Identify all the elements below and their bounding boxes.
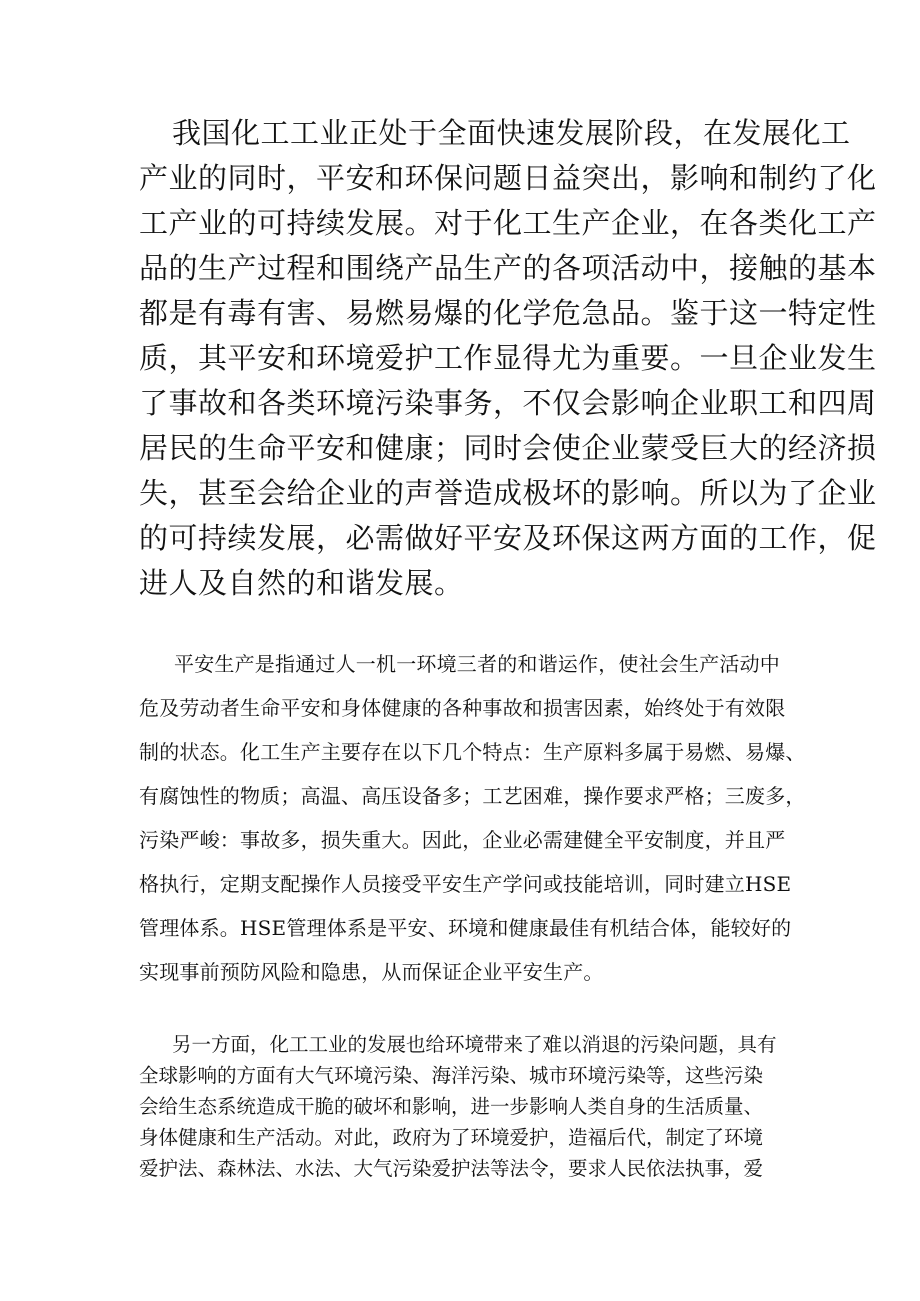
paragraph-1-line-10: 的可持续发展，必需做好平安及环保这两方面的工作，促 [139,521,877,555]
paragraph-2-line-1: 平安生产是指通过人一机一环境三者的和谐运作，使社会生产活动中 [174,652,780,676]
paragraph-1-line-3: 工产业的可持续发展。对于化工生产企业，在各类化工产 [139,206,877,240]
paragraph-3-line-2: 全球影响的方面有大气环境污染、海洋污染、城市环境污染等，这些污染 [139,1064,764,1087]
paragraph-2-line-4: 有腐蚀性的物质；高温、高压设备多；工艺困难，操作要求严格；三废多， [139,784,806,808]
paragraph-1-line-4: 品的生产过程和围绕产品生产的各项活动中，接触的基本 [139,251,877,285]
paragraph-1-line-2: 产业的同时，平安和环保问题日益突出，影响和制约了化 [139,161,877,195]
paragraph-2-line-5: 污染严峻：事故多，损失重大。因此，企业必需建健全平安制度，并且严 [139,828,786,852]
paragraph-1-line-6: 质，其平安和环境爱护工作显得尤为重要。一旦企业发生 [139,341,877,375]
paragraph-1-line-9: 失，甚至会给企业的声誉造成极坏的影响。所以为了企业 [139,476,877,510]
paragraph-2-line-3: 制的状态。化工生产主要存在以下几个特点：生产原料多属于易燃、易爆、 [139,740,806,764]
paragraph-1-line-11: 进人及自然的和谐发展。 [139,566,464,600]
paragraph-1-line-5: 都是有毒有害、易燃易爆的化学危急品。鉴于这一特定性 [139,296,877,330]
paragraph-2-line-2: 危及劳动者生命平安和身体健康的各种事故和损害因素，始终处于有效限 [139,696,786,720]
paragraph-1-line-7: 了事故和各类环境污染事务，不仅会影响企业职工和四周 [139,386,877,420]
paragraph-3-line-4: 身体健康和生产活动。对此，政府为了环境爱护，造福后代，制定了环境 [139,1126,764,1149]
paragraph-1-line-8: 居民的生命平安和健康；同时会使企业蒙受巨大的经济损 [139,431,877,465]
paragraph-2-line-7: 管理体系。HSE管理体系是平安、环境和健康最佳有机结合体，能较好的 [139,916,792,940]
paragraph-3-line-1: 另一方面，化工工业的发展也给环境带来了难以消退的污染问题，具有 [172,1033,777,1056]
paragraph-2-line-6: 格执行，定期支配操作人员接受平安生产学问或技能培训，同时建立HSE [139,872,792,896]
paragraph-2-line-8: 实现事前预防风险和隐患，从而保证企业平安生产。 [139,960,604,984]
paragraph-3-line-5: 爱护法、森林法、水法、大气污染爱护法等法令，要求人民依法执事，爱 [139,1157,764,1180]
paragraph-3-line-3: 会给生态系统造成干脆的破坏和影响，进一步影响人类自身的生活质量、 [139,1095,764,1118]
paragraph-1-line-1: 我国化工工业正处于全面快速发展阶段，在发展化工 [172,116,851,150]
